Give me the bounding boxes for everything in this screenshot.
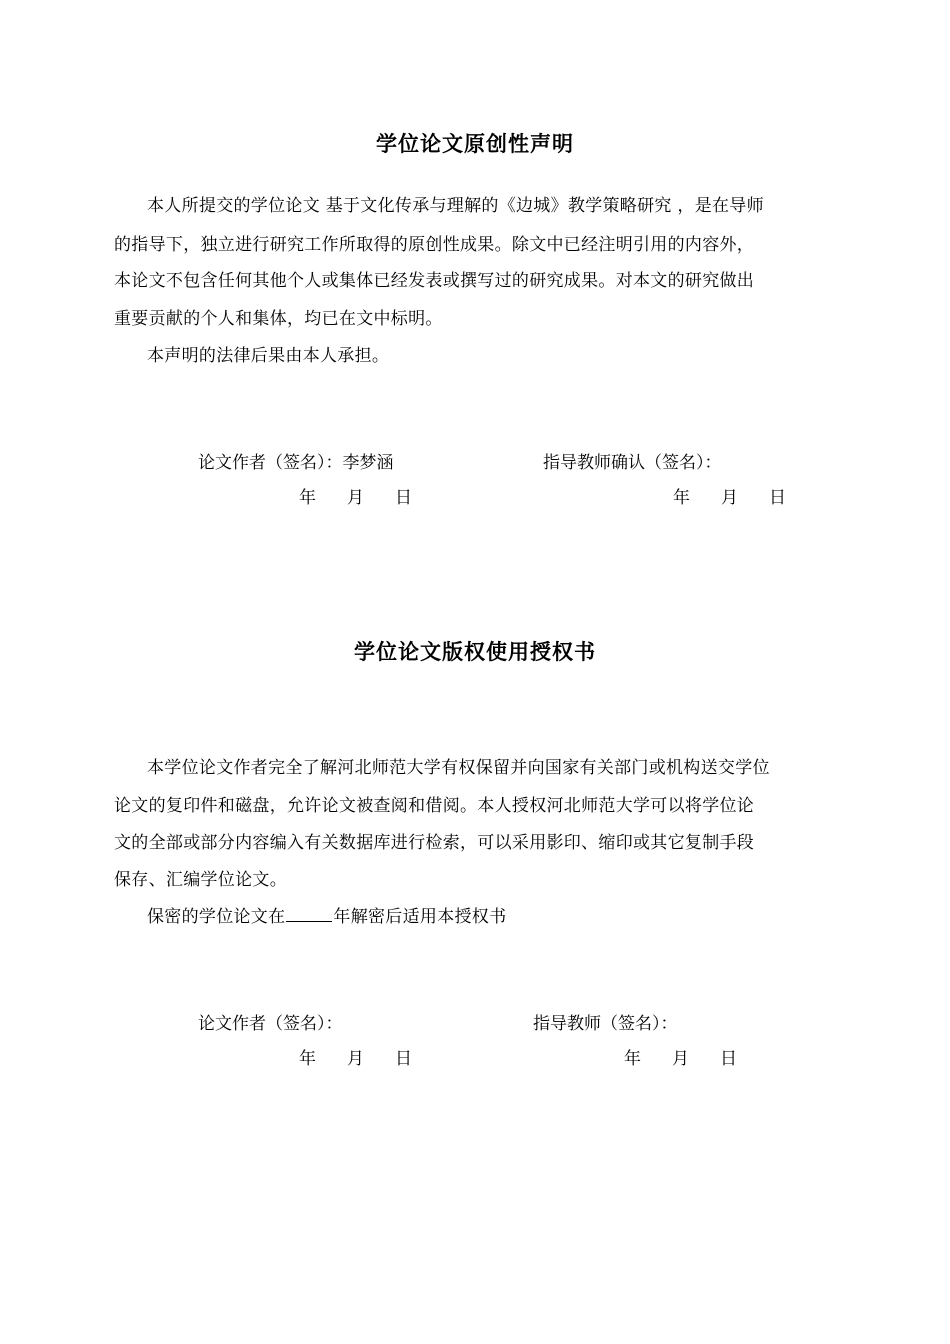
copyright-advisor-day: 日: [720, 1049, 737, 1069]
originality-line-1: 本人所提交的学位论文 基于文化传承与理解的《边城》教学策略研究 ，是在导师: [147, 196, 764, 216]
originality-author-day: 日: [395, 488, 412, 508]
copyright-secret-clause: [147, 902, 506, 927]
originality-title: 学位论文原创性声明: [376, 132, 574, 156]
originality-advisor-year: 年: [673, 488, 690, 508]
copyright-author-month: 月: [347, 1049, 364, 1069]
copyright-line-3: 文的全部或部分内容编入有关数据库进行检索，可以采用影印、缩印或其它复制手段: [114, 833, 755, 853]
originality-line-2: 的指导下，独立进行研究工作所取得的原创性成果。除文中已经注明引用的内容外，: [114, 235, 755, 255]
copyright-advisor-signature: 指导教师（签名）：: [533, 1014, 678, 1034]
secret-clause-prefix: 保密的学位论文在: [147, 907, 286, 927]
copyright-advisor-year: 年: [624, 1049, 641, 1069]
copyright-line-4: 保存、汇编学位论文。: [114, 870, 287, 890]
originality-line-3: 本论文不包含任何其他个人或集体已经发表或撰写过的研究成果。对本文的研究做出: [114, 271, 755, 291]
originality-statement: 本声明的法律后果由本人承担。: [147, 346, 390, 366]
originality-advisor-month: 月: [721, 488, 738, 508]
secret-clause-suffix: 年解密后适用本授权书: [333, 907, 507, 927]
copyright-author-day: 日: [395, 1049, 412, 1069]
copyright-line-1: 本学位论文作者完全了解河北师范大学有权保留并向国家有关部门或机构送交学位: [147, 758, 770, 778]
copyright-author-year: 年: [299, 1049, 316, 1069]
copyright-title: 学位论文版权使用授权书: [354, 640, 596, 664]
originality-advisor-signature: 指导教师确认（签名）：: [543, 453, 722, 473]
copyright-advisor-month: 月: [672, 1049, 689, 1069]
originality-advisor-day: 日: [769, 488, 786, 508]
originality-author-year: 年: [299, 488, 316, 508]
copyright-line-2: 论文的复印件和磁盘，允许论文被查阅和借阅。本人授权河北师范大学可以将学位论: [114, 796, 755, 816]
secret-years-blank: [286, 907, 332, 922]
originality-line-4: 重要贡献的个人和集体，均已在文中标明。: [114, 309, 443, 329]
originality-author-month: 月: [347, 488, 364, 508]
originality-author-signature: 论文作者（签名）：李梦涵: [198, 453, 394, 473]
copyright-author-signature: 论文作者（签名）：: [198, 1014, 343, 1034]
